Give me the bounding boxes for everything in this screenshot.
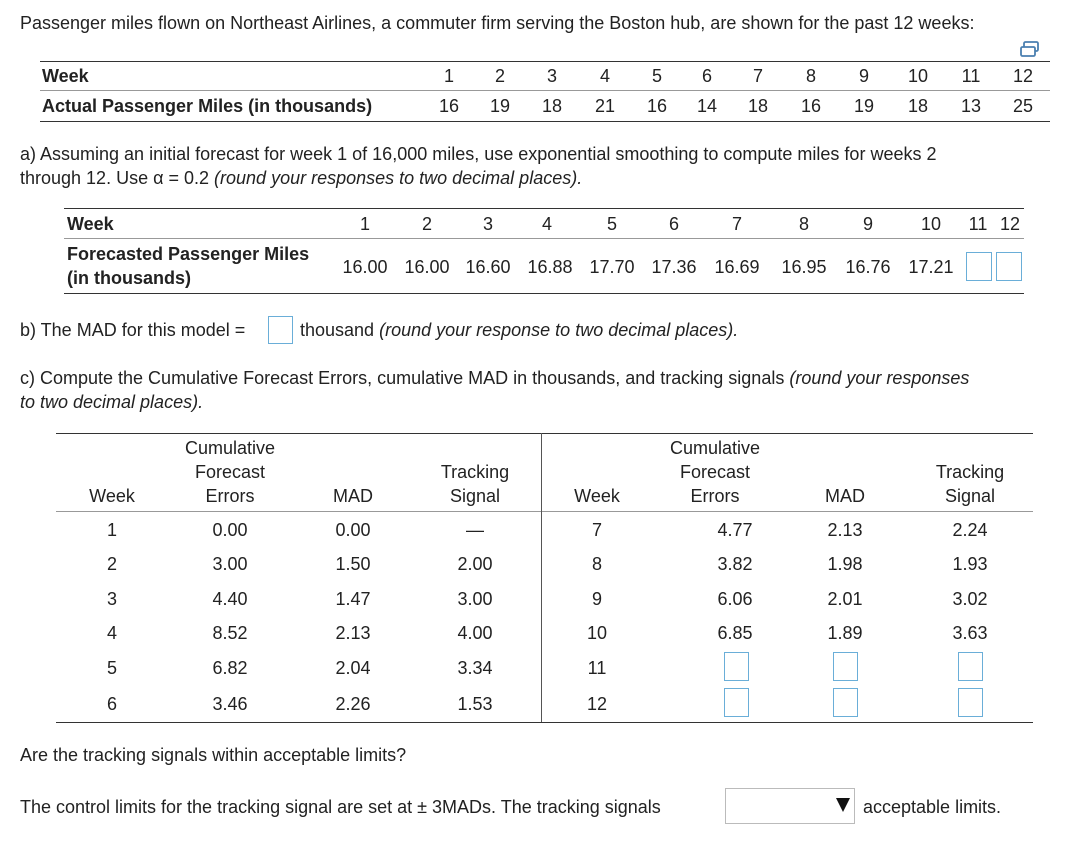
forecast-week-number: 7 <box>731 214 742 234</box>
part-a-line2: through 12. Use α = 0.2 <box>20 168 215 188</box>
forecast-week-12-input[interactable] <box>996 252 1022 281</box>
right-mad-cell: 1.98 <box>827 554 863 574</box>
part-b-rounding-note: (round your response to two decimal places). <box>379 320 739 340</box>
header-week-left: Week <box>89 486 135 506</box>
right-week-cell: 9 <box>591 589 602 609</box>
week-number: 9 <box>858 66 869 86</box>
right-week-cell: 7 <box>591 520 602 540</box>
forecast-week-number: 1 <box>359 214 370 234</box>
header-ts-left-2: Signal <box>449 486 501 506</box>
week-11-mad-input[interactable] <box>833 652 858 681</box>
forecast-label-2: (in thousands) <box>67 268 191 288</box>
left-cfe-cell: 3.00 <box>212 554 248 574</box>
week-12-ts-input[interactable] <box>958 688 983 717</box>
forecast-week-11-input[interactable] <box>966 252 992 281</box>
tracking-signal-dropdown[interactable] <box>725 788 855 824</box>
header-mad-left: MAD <box>333 486 373 506</box>
forecast-value: 16.60 <box>465 257 511 277</box>
left-mad-cell: 2.13 <box>335 623 371 643</box>
left-mad-cell: 2.26 <box>335 694 371 714</box>
actual-miles-value: 16 <box>646 96 668 116</box>
part-c-line2: to two decimal places). <box>20 392 204 412</box>
week-label: Week <box>42 66 89 86</box>
actual-miles-value: 13 <box>960 96 982 116</box>
right-ts-cell: 3.02 <box>952 589 988 609</box>
part-a-rounding-note: (round your responses to two decimal places). <box>214 168 583 188</box>
actual-miles-value: 14 <box>696 96 718 116</box>
left-ts-cell: — <box>466 520 484 540</box>
right-week-cell: 8 <box>591 554 602 574</box>
forecast-week-number: 6 <box>668 214 679 234</box>
forecast-value: 16.88 <box>527 257 573 277</box>
right-ts-cell: 3.63 <box>952 623 988 643</box>
right-week-cell: 10 <box>586 623 608 643</box>
intro-text: Passenger miles flown on Northeast Airlines, a commuter firm serving the Boston hub, are shown for the past 12 weeks: <box>20 13 975 33</box>
actual-miles-value: 19 <box>489 96 511 116</box>
forecast-value: 16.95 <box>781 257 827 277</box>
header-ts-right-1: Tracking <box>935 462 1005 482</box>
left-cfe-cell: 4.40 <box>212 589 248 609</box>
left-week-cell: 4 <box>106 623 117 643</box>
forecast-week-number: 4 <box>541 214 552 234</box>
week-number: 4 <box>599 66 610 86</box>
right-week-cell: 12 <box>586 694 608 714</box>
week-number: 6 <box>701 66 712 86</box>
part-b-suffix: thousand <box>300 320 380 340</box>
question-text: Are the tracking signals within acceptable limits? <box>20 745 407 765</box>
week-number: 3 <box>546 66 557 86</box>
forecast-week-number: 11 <box>968 214 988 234</box>
part-c-line1: c) Compute the Cumulative Forecast Errors, cumulative MAD in thousands, and tracking signals <box>20 368 790 388</box>
left-week-cell: 2 <box>106 554 117 574</box>
right-ts-cell: 1.93 <box>952 554 988 574</box>
header-cfe-left-1: Cumulative <box>184 438 276 458</box>
left-mad-cell: 0.00 <box>335 520 371 540</box>
left-ts-cell: 3.34 <box>457 658 493 678</box>
week-number: 2 <box>494 66 505 86</box>
right-mad-cell: 1.89 <box>827 623 863 643</box>
header-cfe-right-2: Forecast <box>679 462 751 482</box>
forecast-week-number: 10 <box>920 214 942 234</box>
control-suffix: acceptable limits. <box>863 797 1002 817</box>
actual-miles-value: 16 <box>438 96 460 116</box>
actual-miles-value: 25 <box>1012 96 1034 116</box>
forecast-value: 17.21 <box>908 257 954 277</box>
header-cfe-left-3: Errors <box>205 486 255 506</box>
left-week-cell: 5 <box>106 658 117 678</box>
left-cfe-cell: 3.46 <box>212 694 248 714</box>
part-b-prefix: b) The MAD for this model = <box>20 320 246 340</box>
header-cfe-right-3: Errors <box>690 486 740 506</box>
forecast-week-number: 2 <box>421 214 432 234</box>
week-12-mad-input[interactable] <box>833 688 858 717</box>
copy-icon[interactable] <box>1020 40 1042 60</box>
forecast-value: 16.00 <box>342 257 388 277</box>
actual-miles-value: 19 <box>853 96 875 116</box>
week-number: 8 <box>805 66 816 86</box>
right-mad-cell: 2.13 <box>827 520 863 540</box>
left-cfe-cell: 8.52 <box>212 623 248 643</box>
part-a-line1: a) Assuming an initial forecast for week 1 of 16,000 miles, use exponential smoothing to compute miles for weeks 2 <box>20 144 937 164</box>
forecast-week-number: 5 <box>606 214 617 234</box>
left-week-cell: 6 <box>106 694 117 714</box>
right-week-cell: 11 <box>587 658 607 678</box>
mad-input[interactable] <box>268 316 293 344</box>
week-number: 10 <box>907 66 929 86</box>
forecast-value: 16.00 <box>404 257 450 277</box>
actual-miles-value: 18 <box>541 96 563 116</box>
actual-miles-value: 18 <box>747 96 769 116</box>
left-ts-cell: 4.00 <box>457 623 493 643</box>
left-ts-cell: 1.53 <box>457 694 493 714</box>
left-ts-cell: 3.00 <box>457 589 493 609</box>
forecast-label-1: Forecasted Passenger Miles <box>67 244 310 264</box>
dropdown-arrow-icon <box>836 798 850 812</box>
left-ts-cell: 2.00 <box>457 554 493 574</box>
week-number: 5 <box>651 66 662 86</box>
header-cfe-right-1: Cumulative <box>669 438 761 458</box>
forecast-value: 17.36 <box>651 257 697 277</box>
week-11-cfe-input[interactable] <box>724 652 749 681</box>
header-week-right: Week <box>574 486 620 506</box>
right-cfe-cell: 6.85 <box>717 623 753 643</box>
week-number: 1 <box>443 66 454 86</box>
actual-miles-value: 21 <box>594 96 616 116</box>
header-mad-right: MAD <box>825 486 865 506</box>
left-mad-cell: 1.50 <box>335 554 371 574</box>
left-cfe-cell: 6.82 <box>212 658 248 678</box>
forecast-week-number: 12 <box>999 214 1021 234</box>
forecast-week-number: 3 <box>482 214 493 234</box>
right-ts-cell: 2.24 <box>952 520 988 540</box>
forecast-week-number: 8 <box>798 214 809 234</box>
right-cfe-cell: 4.77 <box>717 520 753 540</box>
left-cfe-cell: 0.00 <box>212 520 248 540</box>
week-12-cfe-input[interactable] <box>724 688 749 717</box>
week-number: 12 <box>1012 66 1034 86</box>
header-ts-right-2: Signal <box>944 486 996 506</box>
control-prefix: The control limits for the tracking signal are set at ± 3MADs. The tracking signals <box>20 797 661 817</box>
week-11-ts-input[interactable] <box>958 652 983 681</box>
actual-miles-value: 18 <box>907 96 929 116</box>
week-number: 11 <box>961 66 981 86</box>
forecast-value: 16.69 <box>714 257 760 277</box>
left-mad-cell: 1.47 <box>335 589 371 609</box>
forecast-value: 16.76 <box>845 257 891 277</box>
right-cfe-cell: 6.06 <box>717 589 753 609</box>
left-week-cell: 1 <box>106 520 117 540</box>
header-ts-left-1: Tracking <box>440 462 510 482</box>
actual-miles-label: Actual Passenger Miles (in thousands) <box>42 96 373 116</box>
forecast-value: 17.70 <box>589 257 635 277</box>
right-cfe-cell: 3.82 <box>717 554 753 574</box>
actual-miles-value: 16 <box>800 96 822 116</box>
forecast-week-number: 9 <box>862 214 873 234</box>
left-mad-cell: 2.04 <box>335 658 371 678</box>
right-mad-cell: 2.01 <box>827 589 863 609</box>
part-c-rounding-note: (round your responses <box>789 368 970 388</box>
forecast-week-label: Week <box>67 214 114 234</box>
week-number: 7 <box>752 66 763 86</box>
left-week-cell: 3 <box>106 589 117 609</box>
header-cfe-left-2: Forecast <box>194 462 266 482</box>
